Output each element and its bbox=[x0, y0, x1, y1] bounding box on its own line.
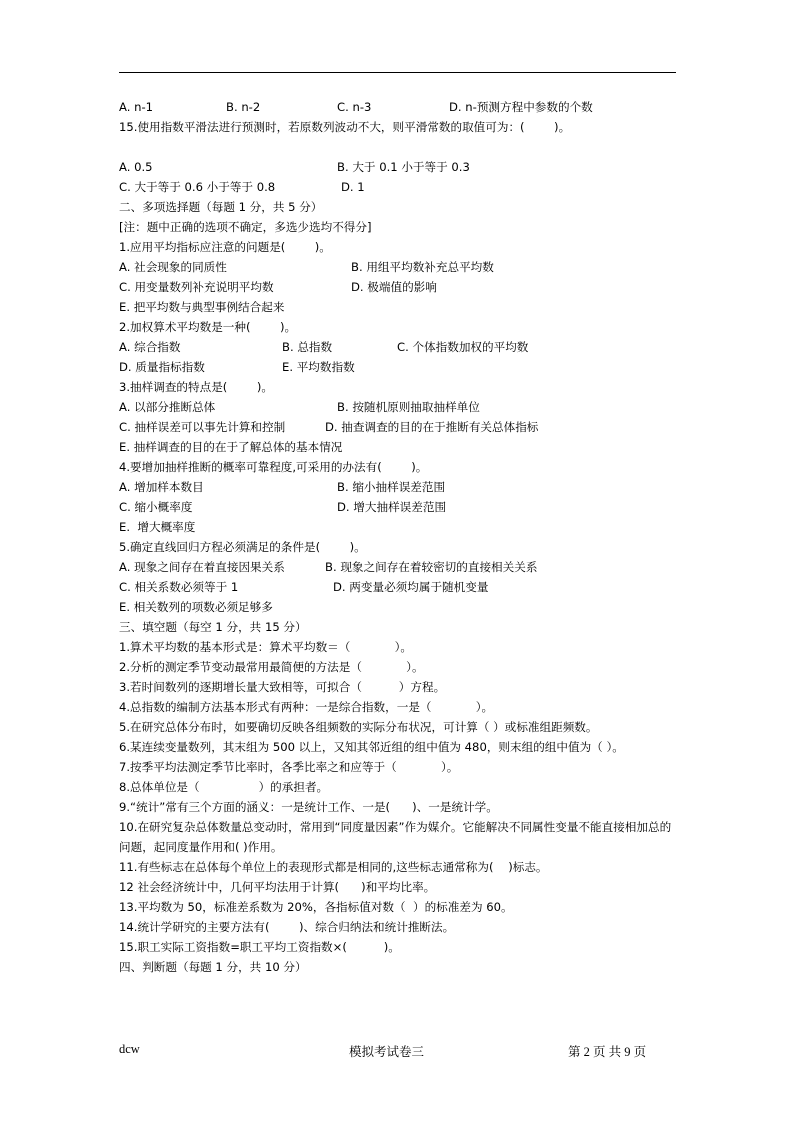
option-text: C. 大于等于 0.6 小于等于 0.8 bbox=[119, 180, 276, 194]
text-line: 5.确定直线回归方程必须满足的条件是( )。 bbox=[119, 540, 366, 554]
text-line: E. 相关数列的项数必须足够多 bbox=[119, 600, 273, 614]
option-text: A. 社会现象的同质性 bbox=[119, 260, 227, 274]
text-line: 14.统计学研究的主要方法有( )、综合归纳法和统计推断法。 bbox=[119, 920, 455, 934]
text-line: 4.要增加抽样推断的概率可靠程度,可采用的办法有( )。 bbox=[119, 460, 428, 474]
option-row bbox=[119, 477, 679, 497]
text-line: 12 社会经济统计中，几何平均法用于计算( )和平均比率。 bbox=[119, 880, 436, 894]
option-text: D. 极端值的影响 bbox=[351, 280, 437, 294]
option-row bbox=[119, 97, 679, 117]
option-row bbox=[119, 397, 679, 417]
option-text: B. 缩小抽样误差范围 bbox=[337, 480, 446, 494]
option-text: A. 综合指数 bbox=[119, 340, 181, 354]
option-text: A. n-1 bbox=[119, 100, 154, 114]
option-text: D. 1 bbox=[341, 180, 365, 194]
option-row bbox=[119, 357, 679, 377]
text-line: 10.在研究复杂总体数量总变动时，常用到“同度量因素”作为媒介。它能解决不同属性变量不能直接相加总的问题，起同度量作用和( )作用。 bbox=[119, 820, 672, 854]
option-text: B. 总指数 bbox=[282, 340, 333, 354]
option-text: D. 增大抽样误差范围 bbox=[337, 500, 447, 514]
text-line: 1.应用平均指标应注意的问题是( )。 bbox=[119, 240, 331, 254]
option-row bbox=[119, 497, 679, 517]
option-text: A. 增加样本数目 bbox=[119, 480, 204, 494]
option-text: C. 缩小概率度 bbox=[119, 500, 193, 514]
option-text: B. 大于 0.1 小于等于 0.3 bbox=[337, 160, 470, 174]
option-text: C. 抽样误差可以事先计算和控制 bbox=[119, 420, 286, 434]
option-text: A. 以部分推断总体 bbox=[119, 400, 216, 414]
option-text: C. 相关系数必须等于 1 bbox=[119, 580, 239, 594]
option-text: E. 平均数指数 bbox=[282, 360, 355, 374]
text-line: [注：题中正确的选项不确定，多选少选均不得分] bbox=[119, 220, 372, 234]
text-line: 15.使用指数平滑法进行预测时，若原数列波动不大，则平滑常数的取值可为：( )。 bbox=[119, 120, 571, 134]
text-line: 15.职工实际工资指数=职工平均工资指数×( )。 bbox=[119, 940, 400, 954]
text-line: 6.某连续变量数列，其末组为 500 以上，又知其邻近组的组中值为 480，则末组的组中值为（ ）。 bbox=[119, 740, 624, 754]
text-line: 9.“统计”常有三个方面的涵义：一是统计工作、一是( )、一是统计学。 bbox=[119, 800, 498, 814]
text-line: 二、多项选择题（每题 1 分，共 5 分） bbox=[119, 200, 323, 214]
option-text: B. n-2 bbox=[226, 100, 261, 114]
text-line: 13.平均数为 50，标准差系数为 20%，各指标值对数（ ）的标准差为 60。 bbox=[119, 900, 513, 914]
option-text: D. 质量指标指数 bbox=[119, 360, 205, 374]
text-line: 5.在研究总体分布时，如要确切反映各组频数的实际分布状况，可计算（ ）或标准组距频数。 bbox=[119, 720, 598, 734]
text-line: 11.有些标志在总体每个单位上的表现形式都是相同的,这些标志通常称为( )标志。 bbox=[119, 860, 548, 874]
page-content bbox=[119, 97, 679, 977]
text-line: 3.若时间数列的逐期增长量大致相等，可拟合（ ）方程。 bbox=[119, 680, 446, 694]
option-text: C. 用变量数列补充说明平均数 bbox=[119, 280, 274, 294]
text-line: E. 把平均数与典型事例结合起来 bbox=[119, 300, 285, 314]
option-text: B. 用组平均数补充总平均数 bbox=[351, 260, 494, 274]
option-row bbox=[119, 337, 679, 357]
text-line: 4.总指数的编制方法基本形式有两种：一是综合指数，一是（ ）。 bbox=[119, 700, 494, 714]
option-row bbox=[119, 157, 679, 177]
footer-title: 模拟考试卷三 bbox=[349, 1045, 425, 1059]
text-line: 3.抽样调查的特点是( )。 bbox=[119, 380, 273, 394]
option-text: B. 按随机原则抽取抽样单位 bbox=[337, 400, 480, 414]
option-row bbox=[119, 417, 679, 437]
option-row bbox=[119, 577, 679, 597]
option-text: D. n-预测方程中参数的个数 bbox=[449, 100, 593, 114]
option-text: A. 0.5 bbox=[119, 160, 153, 174]
text-line: 四、判断题（每题 1 分，共 10 分） bbox=[119, 960, 307, 974]
page-footer bbox=[119, 1042, 676, 1062]
text-line: 三、填空题（每空 1 分，共 15 分） bbox=[119, 620, 307, 634]
text-line: 2.分析的测定季节变动最常用最简便的方法是（ ）。 bbox=[119, 660, 424, 674]
text-line: 7.按季平均法测定季节比率时，各季比率之和应等于（ ）。 bbox=[119, 760, 459, 774]
option-row bbox=[119, 277, 679, 297]
blank-line bbox=[119, 137, 679, 157]
option-text: A. 现象之间存在着直接因果关系 bbox=[119, 560, 285, 574]
header-rule bbox=[119, 72, 676, 73]
text-line: E. 增大概率度 bbox=[119, 520, 196, 534]
option-text: D. 抽查调查的目的在于推断有关总体指标 bbox=[325, 420, 539, 434]
footer-page-number: 第 2 页 共 9 页 bbox=[568, 1045, 647, 1059]
option-row bbox=[119, 177, 679, 197]
text-line: 2.加权算术平均数是一种( )。 bbox=[119, 320, 297, 334]
option-text: C. 个体指数加权的平均数 bbox=[397, 340, 529, 354]
option-text: B. 现象之间存在着较密切的直接相关关系 bbox=[325, 560, 538, 574]
footer-author: dcw bbox=[119, 1042, 140, 1056]
option-text: D. 两变量必须均属于随机变量 bbox=[333, 580, 489, 594]
option-text: C. n-3 bbox=[337, 100, 372, 114]
option-row bbox=[119, 257, 679, 277]
option-row bbox=[119, 557, 679, 577]
text-line: E. 抽样调查的目的在于了解总体的基本情况 bbox=[119, 440, 343, 454]
text-line: 1.算术平均数的基本形式是：算术平均数＝（ ）。 bbox=[119, 640, 412, 654]
text-line: 8.总体单位是（ ）的承担者。 bbox=[119, 780, 329, 794]
